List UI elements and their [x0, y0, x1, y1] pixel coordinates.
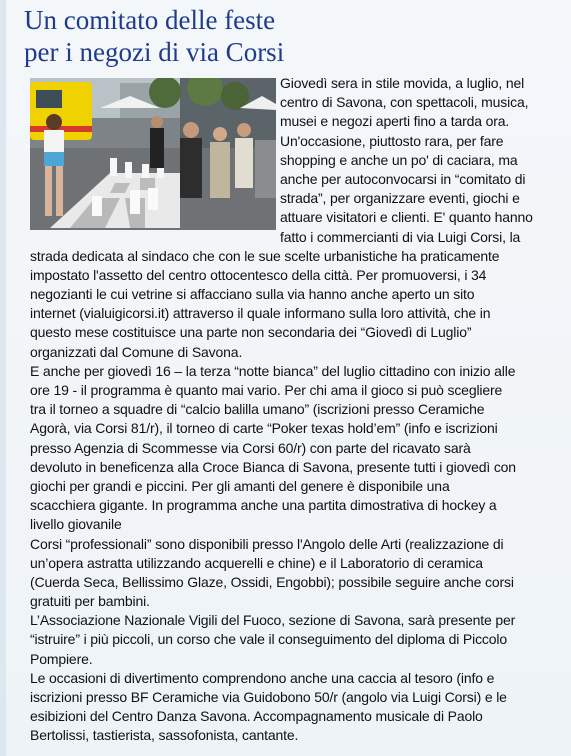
body-line: ore 19 - il programma è quanto mai vario. Per chi ama il gioco si può scegliere	[30, 382, 503, 398]
article-title	[24, 4, 564, 68]
body-line: tra il torneo a squadre di “calcio balilla umano” (iscrizioni presso Ceramiche	[30, 401, 485, 418]
body-line: negozianti le cui vetrine si affacciano sulla via hanno anche aperto un sito	[30, 286, 475, 303]
body-line: anche per autoconvocarsi in “comitato di	[280, 170, 526, 187]
body-line: strada”, per organizzare eventi, giochi e	[280, 190, 520, 207]
body-line: strada dedicata al sindaco che con le sue scelte urbanistiche ha praticamente	[30, 247, 500, 264]
body-line: Agorà, via Corsi 81/r), il torneo di carte “Poker texas hold’em” (info e iscrizioni	[30, 420, 498, 437]
body-line: Corsi “professionali” sono disponibili presso l'Angolo delle Arti (realizzazione di	[30, 535, 504, 552]
body-line: devoluto in beneficenza alla Croce Bianca di Savona, presente tutti i giovedì con	[30, 458, 516, 475]
body-line: gratuiti per bambini.	[30, 593, 150, 610]
body-line: internet (vialuigicorsi.it) attraverso il quale informano sulla loro attività, che in	[30, 305, 491, 322]
body-line: Un'occasione, piuttosto rara, per fare	[280, 132, 504, 149]
body-line: shopping e anche un po' di caciara, ma	[280, 151, 518, 168]
body-line: iscrizioni presso BF Ceramiche via Guidobono 50/r (angolo via Luigi Corsi) e le	[30, 689, 507, 705]
body-line: attuare visitatori e clienti. E' quanto hanno	[280, 209, 533, 226]
body-line: centro di Savona, con spettacoli, musica,	[280, 94, 529, 111]
body-line: impostato l'assetto del centro ottocentesco della città. Per promuoversi, i 34	[30, 266, 487, 283]
body-line: esibizioni del Centro Danza Savona. Accompagnamento musicale di Paolo	[30, 708, 483, 725]
body-line: un’opera astratta utilizzando acquerelli e chine) e il Laboratorio di ceramica	[30, 554, 483, 571]
body-line: E anche per giovedì 16 – la terza “notte bianca” del luglio cittadino con inizio alle	[30, 362, 516, 379]
body-line: livello giovanile	[30, 516, 122, 533]
body-line: musei e negozi aperti fino a tarda ora.	[280, 113, 510, 130]
body-line: fatto i commercianti di via Luigi Corsi, la	[280, 228, 521, 245]
body-line: Pompiere.	[30, 650, 93, 667]
body-line: “istruire” i più piccoli, un corso che vale il conseguimento del diploma di Piccolo	[30, 631, 508, 648]
body-line: giochi per grandi e piccini. Per gli amanti del genere è disponibile una	[30, 477, 450, 494]
body-line: organizzati dal Comune di Savona.	[30, 343, 243, 360]
body-line: (Cuerda Seca, Bellissimo Glaze, Ossidi, Engobbi); possibile seguire anche corsi	[30, 573, 514, 590]
body-line: Bertolissi, tastierista, sassofonista, cantante.	[30, 727, 299, 744]
body-line: presso Agenzia di Scommesse via Corsi 60/r) con parte del ricavato sarà	[30, 439, 471, 456]
body-line: scacchiera gigante. In programma anche una partita dimostrativa di hockey a	[30, 497, 497, 514]
title-line-2: per i negozi di via Corsi	[24, 37, 285, 67]
article-body	[30, 74, 571, 746]
body-line: Le occasioni di divertimento comprendono anche una caccia al tesoro (info e	[30, 669, 495, 686]
body-line: Giovedì sera in stile movida, a luglio, nel	[280, 75, 525, 91]
title-line-1: Un comitato delle feste	[24, 5, 276, 35]
body-line: questo mese costituisce una parte non secondaria dei “Giovedì di Luglio”	[30, 324, 472, 341]
body-line: L’Associazione Nazionale Vigili del Fuoco, sezione di Savona, sarà presente per	[30, 612, 516, 629]
